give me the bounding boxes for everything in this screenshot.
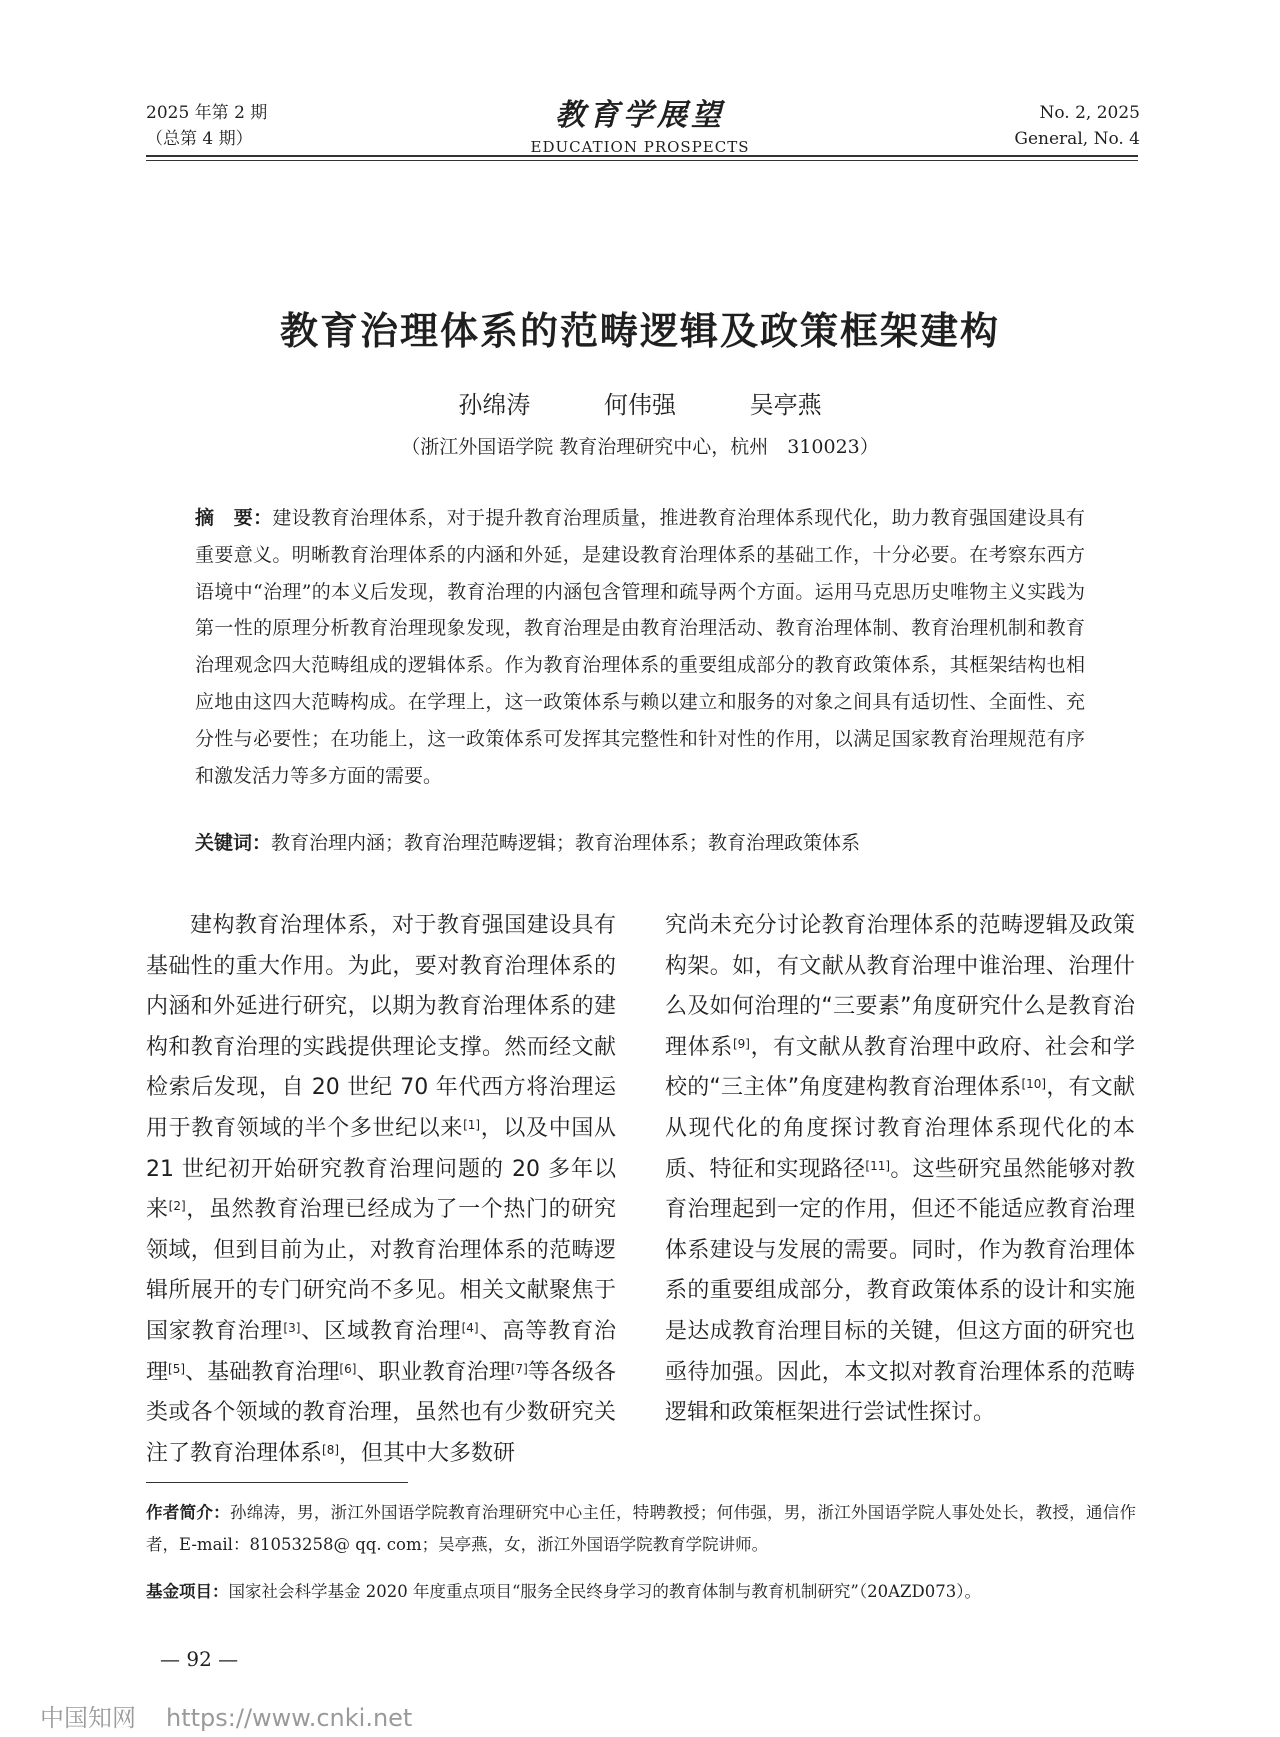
body-text: 。这些研究虽然能够对教育治理起到一定的作用，但还不能适应教育治理体系建设与发展的需要。同时，作为教育治理体系的重要组成部分，教育政策体系的设计和实施是达成教育治理目标的关键，但这方面的研究也亟待加强。因此，本文拟对教育治理体系的范畴逻辑和政策框架进行尝试性探讨。 <box>665 1156 1135 1426</box>
journal-english-name: EDUCATION PROSPECTS <box>530 138 750 156</box>
author-bio-text: 孙绵涛，男，浙江外国语学院教育治理研究中心主任，特聘教授；何伟强，男，浙江外国语学院人事处处长，教授，通信作者，E-mail：81053258@ qq. com；吴亭燕，女，浙江外国语学院教育学院讲师。 <box>146 1503 1137 1554</box>
page-number: — 92 — <box>160 1647 239 1671</box>
keywords-label: 关键词： <box>195 832 272 854</box>
citation-ref: [6] <box>339 1361 357 1376</box>
journal-logo: 教育学展望 <box>555 98 725 133</box>
body-text: ，虽然教育治理已经成为了一个热门的研究领域，但到目前为止，对教育治理体系的范畴逻辑所展开的专门研究尚不多见。相关文献聚焦于国家教育治理 <box>146 1197 616 1344</box>
issue-line: 2025 年第 2 期 <box>146 103 268 123</box>
issue-total-line: （总第 4 期） <box>146 129 253 149</box>
issue-info-en <box>1014 100 1140 152</box>
author-name: 孙绵涛 <box>458 391 531 419</box>
keywords <box>195 825 1085 861</box>
watermark-name: 中国知网 <box>40 1704 136 1732</box>
citation-ref: [2] <box>168 1199 186 1214</box>
abstract-text: 建设教育治理体系，对于提升教育治理质量，推进教育治理体系现代化，助力教育强国建设具有重要意义。明晰教育治理体系的内涵和外延，是建设教育治理体系的基础工作，十分必要。在考察东西方语境中“治理”的本义后发现，教育治理的内涵包含管理和疏导两个方面。运用马克思历史唯物主义实践为第一性的原理分析教育治理现象发现，教育治理是由教育治理活动、教育治理体制、教育治理机制和教育治理观念四大范畴组成的逻辑体系。作为教育治理体系的重要组成部分的教育政策体系，其框架结构也相应地由这四大范畴构成。在学理上，这一政策体系与赖以建立和服务的对象之间具有适切性、全面性、充分性与必要性；在功能上，这一政策体系可发挥其完整性和针对性的作用，以满足国家教育治理规范有序和激发活力等多方面的需要。 <box>195 507 1085 787</box>
citation-ref: [10] <box>1021 1077 1047 1092</box>
funding-footnote <box>146 1576 1136 1608</box>
citation-ref: [5] <box>168 1361 186 1376</box>
body-text: 、基础教育治理 <box>185 1359 340 1385</box>
citation-ref: [9] <box>732 1036 750 1051</box>
footnote-rule <box>146 1482 408 1483</box>
issue-number-en: No. 2, 2025 <box>1039 103 1140 123</box>
citation-ref: [4] <box>461 1320 479 1335</box>
citation-ref: [7] <box>510 1361 528 1376</box>
funding-label: 基金项目： <box>146 1582 229 1601</box>
body-text: 、职业教育治理 <box>356 1359 511 1385</box>
citation-ref: [8] <box>322 1442 340 1457</box>
body-text: 、区域教育治理 <box>300 1318 462 1344</box>
body-text: 、高等教育治理 <box>146 1318 616 1385</box>
author-name: 何伟强 <box>604 391 676 419</box>
keywords-text: 教育治理内涵；教育治理范畴逻辑；教育治理体系；教育治理政策体系 <box>271 832 861 854</box>
article-title: 教育治理体系的范畴逻辑及政策框架建构 <box>279 309 1000 353</box>
abstract <box>195 500 1085 794</box>
body-text: ，以及中国从 21 世纪初开始研究教育治理问题的 20 多年以来 <box>146 1115 616 1223</box>
issue-general-en: General, No. 4 <box>1014 129 1140 149</box>
citation-ref: [3] <box>283 1320 301 1335</box>
body-text: ，有文献从现代化的角度探讨教育治理体系现代化的本质、特征和实现路径 <box>665 1075 1135 1182</box>
affiliation: （浙江外国语学院 教育治理研究中心，杭州 310023） <box>401 436 879 458</box>
cnki-watermark <box>40 1698 412 1733</box>
author-name: 吴亭燕 <box>749 391 822 419</box>
citation-ref: [11] <box>865 1158 891 1173</box>
funding-text: 国家社会科学基金 2020 年度重点项目“服务全民终身学习的教育体制与教育机制研究”（20AZD073）。 <box>228 1582 981 1601</box>
body-column-left <box>146 906 616 1474</box>
body-column-right <box>665 906 1135 1434</box>
body-text: ，但其中大多数研 <box>339 1440 516 1466</box>
author-bio-footnote <box>146 1497 1136 1561</box>
abstract-label: 摘 要： <box>195 507 273 529</box>
header-rule-thin <box>146 160 1138 161</box>
author-list <box>0 385 1280 420</box>
body-text: 建构教育治理体系，对于教育强国建设具有基础性的重大作用。为此，要对教育治理体系的内涵和外延进行研究，以期为教育治理体系的建构和教育治理的实践提供理论支撑。然而经文献检索后发现，自 20 世纪 70 年代西方将治理运用于教育领域的半个多世纪以来 <box>146 913 616 1141</box>
author-bio-label: 作者简介： <box>146 1503 230 1522</box>
body-text: ，有文献从教育治理中政府、社会和学校的“三主体”角度建构教育治理体系 <box>665 1034 1135 1101</box>
citation-ref: [1] <box>463 1117 481 1132</box>
header-rule-thick <box>146 155 1138 157</box>
body-text: 等各级各类或各个领域的教育治理，虽然也有少数研究关注了教育治理体系 <box>146 1359 616 1466</box>
watermark-url: https://www.cnki.net <box>166 1704 413 1732</box>
body-text: 究尚未充分讨论教育治理体系的范畴逻辑及政策构架。如，有文献从教育治理中谁治理、治理什么及如何治理的“三要素”角度研究什么是教育治理体系 <box>665 913 1135 1060</box>
